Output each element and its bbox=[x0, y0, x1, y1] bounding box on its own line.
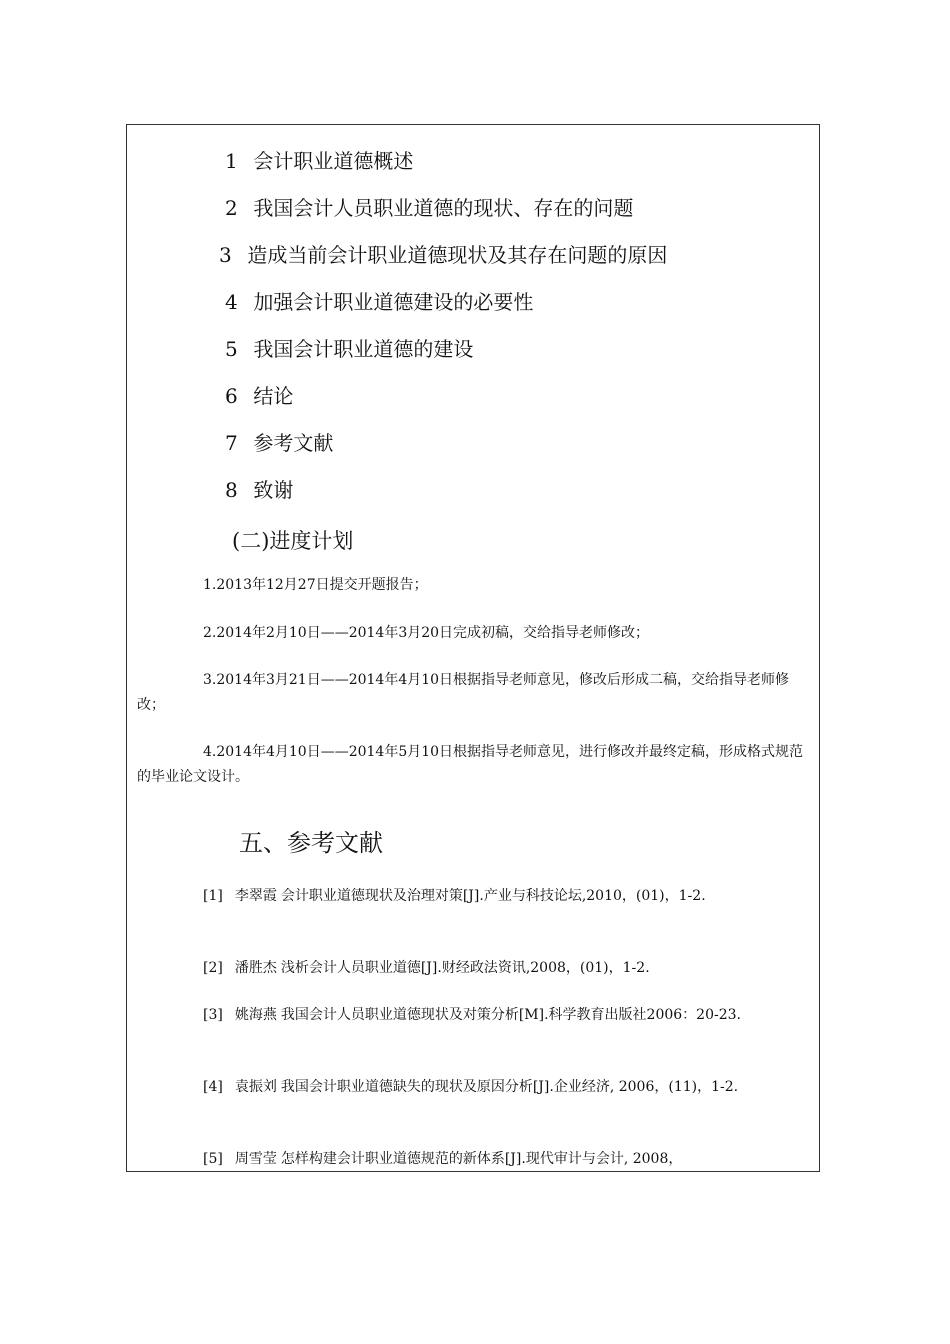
reference-item bbox=[137, 956, 805, 981]
reference-author: 周雪莹 bbox=[234, 1151, 277, 1167]
outline-number: 8 bbox=[225, 478, 238, 502]
reference-text: 怎样构建会计职业道德规范的新体系[J].现代审计与会计, 2008， bbox=[280, 1151, 683, 1167]
outline-number: 2 bbox=[225, 196, 238, 220]
outline-number: 1 bbox=[225, 149, 238, 173]
progress-heading: (二)进度计划 bbox=[232, 529, 354, 553]
outline-text: 参考文献 bbox=[253, 431, 334, 455]
reference-author: 姚海燕 bbox=[234, 1007, 277, 1023]
outline-number: 4 bbox=[225, 290, 238, 314]
reference-text: 我国会计人员职业道德现状及对策分析[M].科学教育出版社2006：20-23. bbox=[280, 1007, 741, 1023]
outline-item bbox=[219, 243, 667, 267]
reference-item bbox=[137, 1147, 805, 1172]
reference-tag: [4] bbox=[203, 1079, 223, 1095]
reference-author: 袁振刘 bbox=[234, 1079, 277, 1095]
progress-item: 3.2014年3月21日——2014年4月10日根据指导老师意见，修改后形成二稿，交给指导老师修改； bbox=[137, 672, 790, 713]
outline-item bbox=[225, 431, 333, 455]
reference-item bbox=[137, 1075, 805, 1100]
reference-tag: [5] bbox=[203, 1151, 223, 1167]
reference-item bbox=[137, 1003, 805, 1028]
outline-text: 我国会计人员职业道德的现状、存在的问题 bbox=[253, 196, 634, 220]
outline-number: 6 bbox=[225, 384, 238, 408]
outline-number: 7 bbox=[225, 431, 238, 455]
outline-item bbox=[225, 196, 633, 220]
outline-text: 会计职业道德概述 bbox=[253, 149, 414, 173]
reference-tag: [3] bbox=[203, 1007, 223, 1023]
reference-item bbox=[137, 884, 805, 909]
outline-item bbox=[225, 337, 473, 361]
reference-tag: [1] bbox=[203, 888, 223, 904]
reference-author: 李翠霞 bbox=[234, 888, 277, 904]
outline-item bbox=[225, 478, 293, 502]
outline-text: 结论 bbox=[253, 384, 294, 408]
outline-text: 造成当前会计职业道德现状及其存在问题的原因 bbox=[247, 243, 668, 267]
references-heading: 五、参考文献 bbox=[239, 829, 383, 857]
progress-item: 4.2014年4月10日——2014年5月10日根据指导老师意见，进行修改并最终定稿，形成格式规范的毕业论文设计。 bbox=[137, 744, 804, 785]
reference-text: 我国会计职业道德缺失的现状及原因分析[J].企业经济, 2006，(11)，1-2. bbox=[280, 1079, 739, 1095]
outline-number: 3 bbox=[219, 243, 232, 267]
outline-text: 我国会计职业道德的建设 bbox=[253, 337, 474, 361]
outline-number: 5 bbox=[225, 337, 238, 361]
progress-item: 1.2013年12月27日提交开题报告； bbox=[203, 577, 428, 593]
outline-text: 加强会计职业道德建设的必要性 bbox=[253, 290, 534, 314]
outline-item bbox=[225, 149, 413, 173]
outline-item bbox=[225, 290, 533, 314]
reference-tag: [2] bbox=[203, 960, 223, 976]
reference-text: 会计职业道德现状及治理对策[J].产业与科技论坛,2010，(01)，1-2. bbox=[280, 888, 706, 904]
outline-item bbox=[225, 384, 293, 408]
document-frame bbox=[126, 124, 820, 1172]
reference-text: 浅析会计人员职业道德[J].财经政法资讯,2008，(01)，1-2. bbox=[280, 960, 650, 976]
reference-author: 潘胜杰 bbox=[234, 960, 277, 976]
outline-text: 致谢 bbox=[253, 478, 294, 502]
progress-item: 2.2014年2月10日——2014年3月20日完成初稿，交给指导老师修改； bbox=[203, 625, 650, 641]
